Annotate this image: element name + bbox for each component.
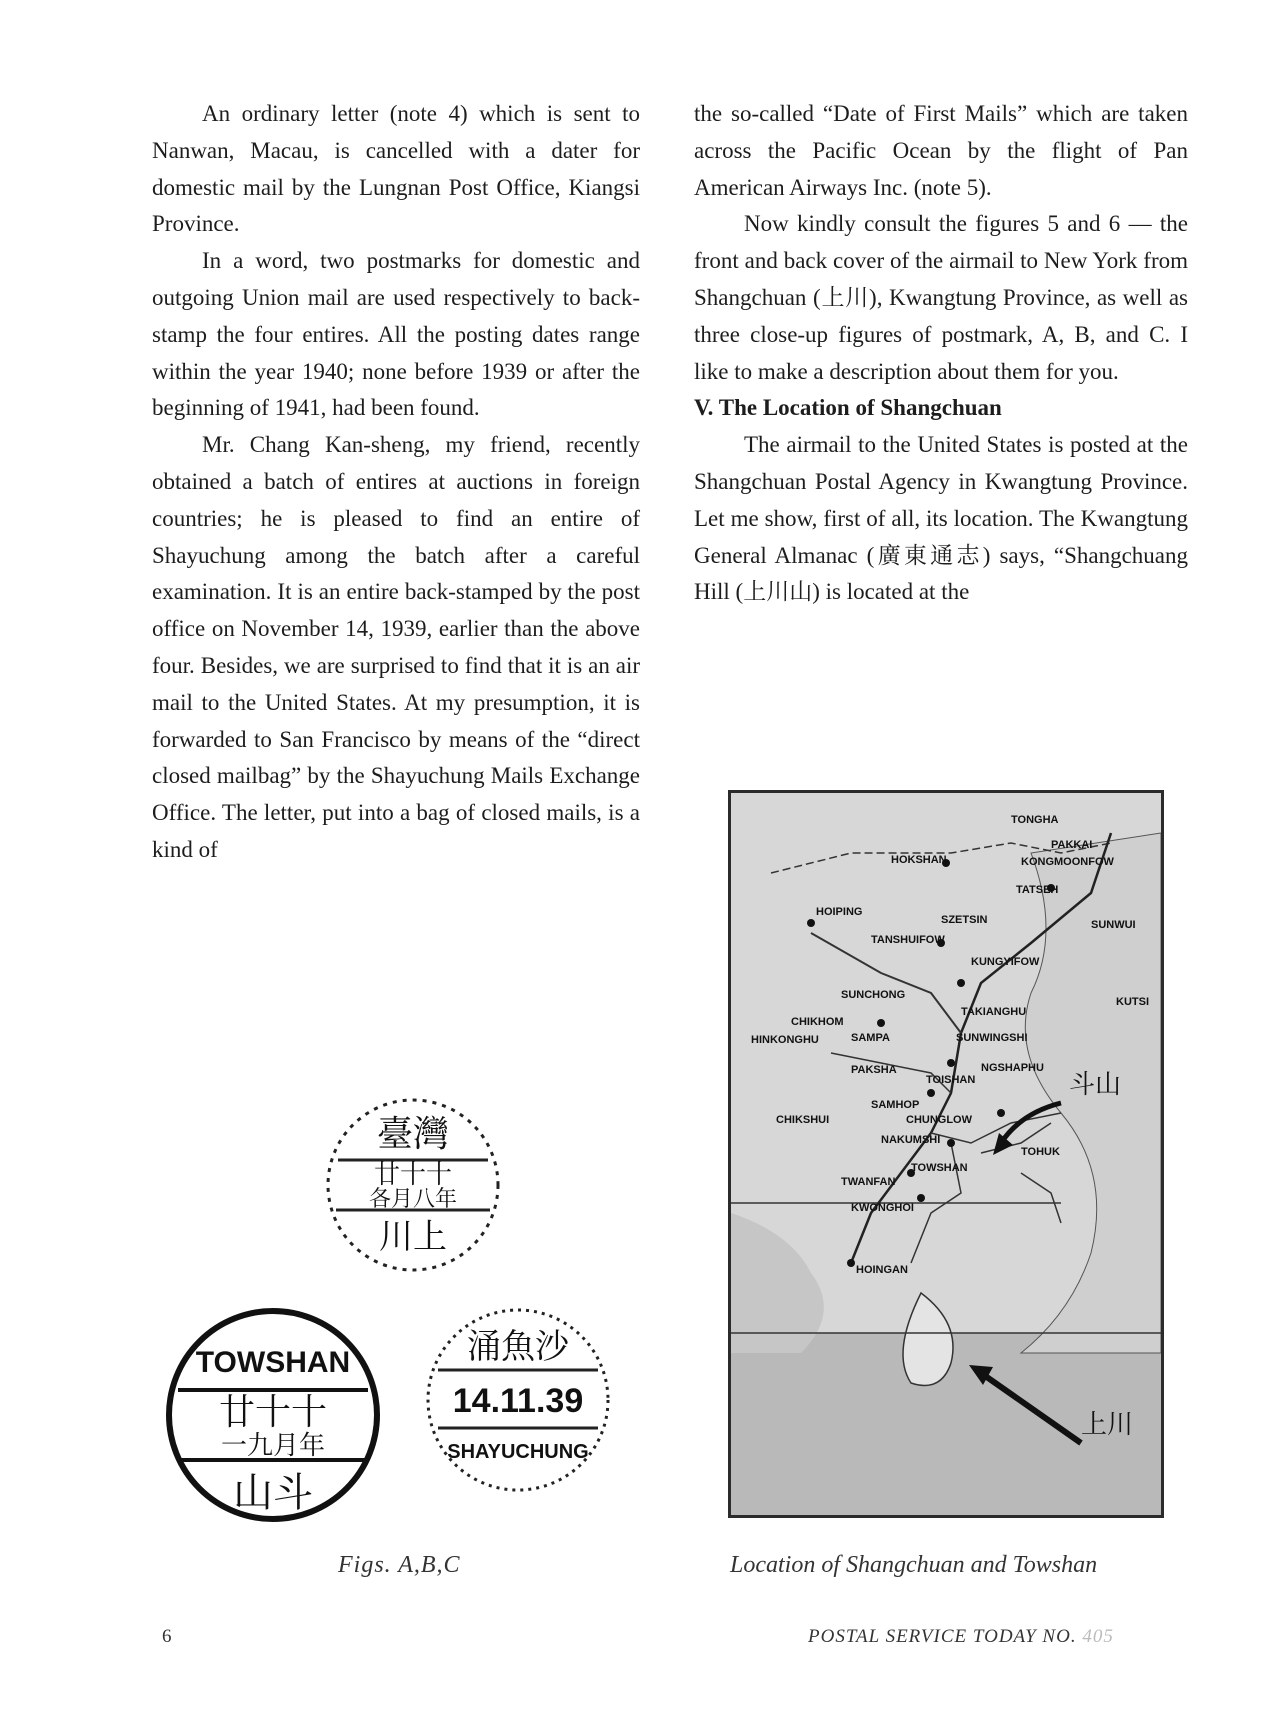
postmark-b-bottom: 山斗 [233, 1470, 313, 1516]
map-label-paksha: PAKSHA [851, 1064, 897, 1076]
location-map [728, 790, 1164, 1518]
map-label-kwonghoi: KWONGHOI [851, 1202, 914, 1214]
map-big-label-shangchuan: 上川 [1081, 1410, 1134, 1440]
map-label-sunchong: SUNCHONG [841, 989, 906, 1001]
left-column [152, 96, 640, 869]
map-label-hokshan: HOKSHAN [891, 854, 947, 866]
right-paragraph-1: the so-called “Date of First Mails” which are taken across the Pacific Ocean by the flight of Pan American Airways Inc. (note 5). [694, 101, 1188, 200]
map-label-kungyifow: KUNGYIFOW [971, 956, 1040, 968]
map-label-chikshui: CHIKSHUI [776, 1114, 830, 1126]
map-label-hoingan: HOINGAN [856, 1264, 908, 1276]
right-paragraph-3: The airmail to the United States is posted at the Shangchuan Postal Agency in Kwangtung Province. Let me show, first of all, its location. The Kwangtung General Almanac (廣東通志) says, “Shangchuang Hill (上川山) is located at the [694, 432, 1188, 605]
postmark-a [318, 1090, 508, 1285]
map-big-label-towshan: 斗山 [1069, 1070, 1122, 1100]
caption-map: Location of Shangchuan and Towshan [730, 1552, 1098, 1578]
left-paragraph-2: In a word, two postmarks for domestic and outgoing Union mail are used respectively to back-stamp the four entires. All the posting dates range within the year 1940; none before 1939 or after the beginning of 1941, had been found. [152, 248, 640, 421]
map-label-chunglow: CHUNGLOW [906, 1114, 972, 1126]
caption-figs-abc: Figs. A,B,C [338, 1552, 461, 1578]
map-label-takianghu: TAKIANGHU [961, 1006, 1027, 1018]
journal-footer [808, 1626, 1114, 1648]
map-label-hinkonghu: HINKONGHU [751, 1034, 819, 1046]
left-paragraph-1: An ordinary letter (note 4) which is sent to Nanwan, Macau, is cancelled with a dater for domestic mail by the Lungnan Post Office, Kiangsi Province. [152, 101, 640, 237]
postmark-a-date2: 各月八年 [368, 1187, 458, 1212]
map-label-tongha: TONGHA [1011, 814, 1059, 826]
map-label-towshan: TOWSHAN [911, 1162, 968, 1174]
map-label-twanfan: TWANFAN [841, 1176, 896, 1188]
postmark-b-top: TOWSHAN [195, 1346, 351, 1379]
page-number: 6 [162, 1626, 172, 1647]
map-label-szetsin: SZETSIN [941, 914, 988, 926]
map-label-pakkai: PAKKAI [1051, 839, 1093, 851]
right-paragraph-2: Now kindly consult the figures 5 and 6 — the front and back cover of the airmail to New York from Shangchuan (上川), Kwangtung Province, as well as three close-up figures of postmark, A, B, and C. I like to make a description about them for you. [694, 211, 1188, 384]
map-label-tatseh: TATSEH [1016, 884, 1059, 896]
issue-number: 405 [1082, 1626, 1114, 1647]
left-paragraph-3: Mr. Chang Kan-sheng, my friend, recently obtained a batch of entires at auctions in foreign countries; he is pleased to find an entire of Shayuchung among the batch after a careful examination. It is an entire back-stamped by the post office on November 14, 1939, earlier than the above four. Besides, we are surprised to find that it is an air mail to the United States. At my presumption, it is forwarded to San Francisco by means of the “direct closed mailbag” by the Shayuchung Mails Exchange Office. The letter, put into a bag of closed mails, is a kind of [152, 432, 640, 862]
postmark-c [418, 1300, 618, 1505]
postmark-a-date1: 廿十十 [373, 1160, 453, 1190]
right-column [694, 96, 1188, 611]
map-label-kutsi: KUTSI [1116, 996, 1149, 1008]
map-label-chikhom: CHIKHOM [791, 1016, 844, 1028]
postmark-b-date1: 廿十十 [218, 1392, 328, 1433]
journal-name: POSTAL SERVICE TODAY NO. [808, 1626, 1077, 1647]
postmark-b-date2: 一九月年 [220, 1431, 326, 1461]
map-label-toishan: TOISHAN [926, 1074, 976, 1086]
map-label-tanshuifow: TANSHUIFOW [871, 934, 945, 946]
postmark-c-date: 14.11.39 [452, 1382, 584, 1420]
postmark-a-bottom: 川上 [379, 1217, 447, 1257]
postmark-b [158, 1300, 388, 1535]
map-label-ngshaphu: NGSHAPHU [981, 1062, 1044, 1074]
map-label-nakumshi: NAKUMSHI [881, 1134, 941, 1146]
map-label-kongmoonfow: KONGMOONFOW [1021, 856, 1114, 868]
map-label-samhop: SAMHOP [871, 1099, 920, 1111]
map-label-hoiping: HOIPING [816, 906, 863, 918]
map-label-sampa: SAMPA [851, 1032, 890, 1044]
postmark-c-bottom: SHAYUCHUNG [447, 1441, 589, 1463]
section-heading: V. The Location of Shangchuan [694, 395, 1002, 421]
postmark-c-top: 涌魚沙 [467, 1327, 569, 1367]
map-label-tohuk: TOHUK [1021, 1146, 1060, 1158]
map-label-sunwui: SUNWUI [1091, 919, 1136, 931]
postmark-a-top: 臺灣 [376, 1114, 450, 1155]
map-label-sunwingshi: SUNWINGSHI [956, 1032, 1028, 1044]
